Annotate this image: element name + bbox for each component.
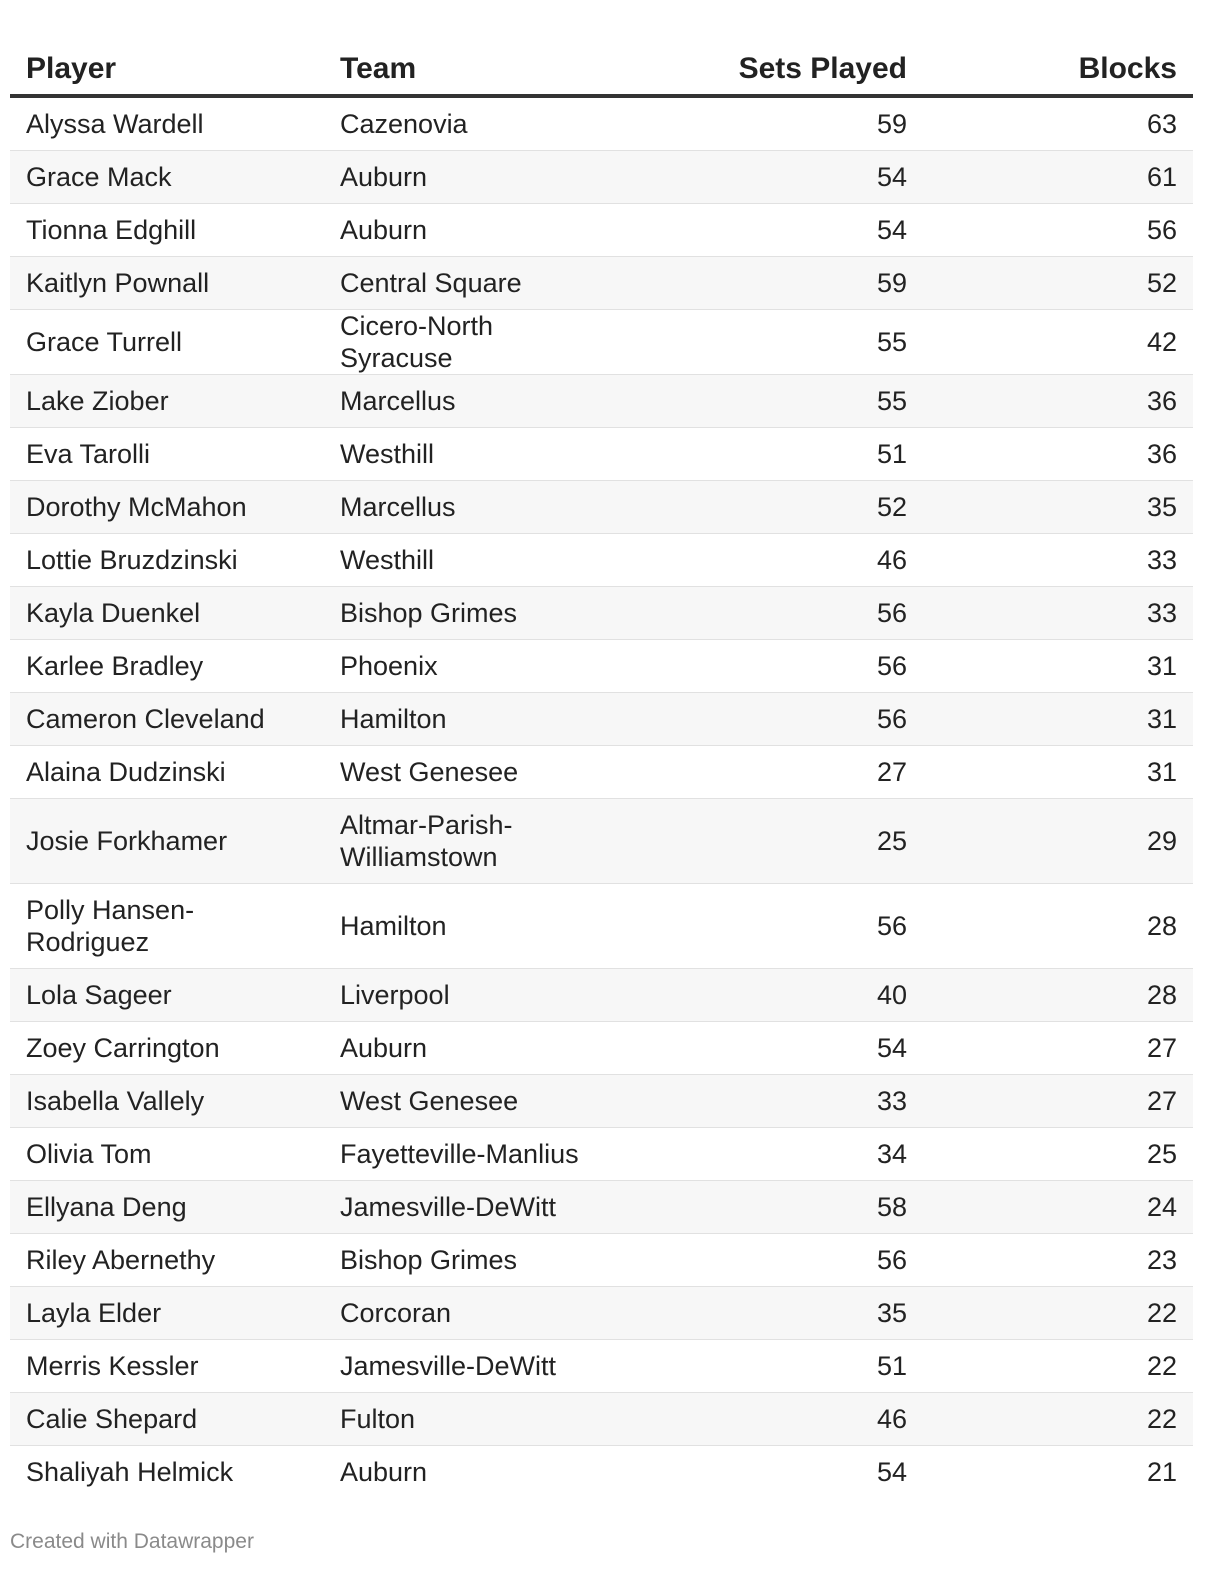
cell-blocks: 23 <box>923 1234 1193 1287</box>
column-header-sets-played[interactable]: Sets Played <box>624 38 923 96</box>
cell-sets-played: 56 <box>624 884 923 969</box>
cell-blocks: 22 <box>923 1340 1193 1393</box>
table-row <box>10 96 1193 151</box>
cell-player: Lottie Bruzdzinski <box>10 534 324 587</box>
cell-sets-played: 35 <box>624 1287 923 1340</box>
cell-team: Cazenovia <box>324 96 624 151</box>
cell-team: Hamilton <box>324 884 624 969</box>
cell-team: Auburn <box>340 1457 428 1487</box>
cell-sets-played: 54 <box>876 1457 907 1487</box>
table-row <box>10 481 1193 534</box>
table-row <box>10 799 1193 884</box>
table-header <box>10 38 1193 96</box>
table-row <box>10 746 1193 799</box>
cell-sets-played: 33 <box>624 1075 923 1128</box>
cell-team: Westhill <box>324 428 624 481</box>
cell-blocks: 24 <box>923 1181 1193 1234</box>
cell-team: Auburn <box>324 151 624 204</box>
cell-team: Auburn <box>324 1022 624 1075</box>
cell-team: Liverpool <box>324 969 624 1022</box>
cell-team: Altmar-Parish-Williamstown <box>324 799 624 884</box>
table-row <box>10 257 1193 310</box>
cell-sets-played: 55 <box>624 375 923 428</box>
cell-blocks: 31 <box>923 693 1193 746</box>
cell-blocks: 31 <box>923 746 1193 799</box>
cell-player: Isabella Vallely <box>10 1075 324 1128</box>
cell-sets-played: 54 <box>624 204 923 257</box>
table-row <box>10 204 1193 257</box>
cell-sets-played: 46 <box>624 534 923 587</box>
table-row <box>10 1446 1193 1499</box>
cell-team: Fayetteville-Manlius <box>324 1128 624 1181</box>
cell-player: Shaliyah Helmick <box>26 1457 234 1487</box>
cell-player: Grace Turrell <box>10 310 324 375</box>
cell-team: Central Square <box>324 257 624 310</box>
data-table-container <box>10 38 1193 1498</box>
cell-player: Tionna Edghill <box>10 204 324 257</box>
table-row <box>10 1340 1193 1393</box>
cell-player: Lola Sageer <box>10 969 324 1022</box>
table-row <box>10 587 1193 640</box>
cell-player: Merris Kessler <box>10 1340 324 1393</box>
table-row <box>10 151 1193 204</box>
cell-blocks: 22 <box>923 1393 1193 1446</box>
cell-player: Cameron Cleveland <box>10 693 324 746</box>
cell-blocks: 61 <box>923 151 1193 204</box>
cell-team: Auburn <box>324 204 624 257</box>
table-row <box>10 534 1193 587</box>
cell-player: Riley Abernethy <box>10 1234 324 1287</box>
cell-sets-played: 56 <box>624 587 923 640</box>
cell-player: Olivia Tom <box>10 1128 324 1181</box>
table-row <box>10 310 1193 375</box>
cell-blocks: 36 <box>923 375 1193 428</box>
cell-player: Eva Tarolli <box>10 428 324 481</box>
cell-team: Corcoran <box>324 1287 624 1340</box>
cell-blocks: 27 <box>923 1075 1193 1128</box>
cell-blocks: 27 <box>923 1022 1193 1075</box>
cell-player: Zoey Carrington <box>10 1022 324 1075</box>
cell-player: Josie Forkhamer <box>10 799 324 884</box>
cell-team: Bishop Grimes <box>324 1234 624 1287</box>
cell-team: Cicero-North Syracuse <box>324 310 624 375</box>
cell-sets-played: 52 <box>624 481 923 534</box>
cell-player: Calie Shepard <box>10 1393 324 1446</box>
cell-blocks: 63 <box>923 96 1193 151</box>
cell-sets-played: 51 <box>624 428 923 481</box>
header-row <box>10 38 1193 96</box>
table-row <box>10 1181 1193 1234</box>
cell-team: Marcellus <box>324 375 624 428</box>
cell-team: Fulton <box>324 1393 624 1446</box>
table-row <box>10 884 1193 969</box>
cell-blocks: 29 <box>923 799 1193 884</box>
cell-player: Grace Mack <box>10 151 324 204</box>
cell-sets-played: 55 <box>624 310 923 375</box>
cell-sets-played: 58 <box>624 1181 923 1234</box>
cell-team: West Genesee <box>324 1075 624 1128</box>
cell-blocks: 22 <box>923 1287 1193 1340</box>
cell-player: Lake Ziober <box>10 375 324 428</box>
cell-team: Jamesville-DeWitt <box>324 1340 624 1393</box>
cell-team: Hamilton <box>324 693 624 746</box>
cell-blocks: 33 <box>923 534 1193 587</box>
column-header-team[interactable]: Team <box>324 38 624 96</box>
cell-sets-played: 54 <box>624 1022 923 1075</box>
cell-team: Phoenix <box>324 640 624 693</box>
cell-blocks: 42 <box>923 310 1193 375</box>
cell-team: Jamesville-DeWitt <box>324 1181 624 1234</box>
cell-player: Layla Elder <box>10 1287 324 1340</box>
cell-blocks: 35 <box>923 481 1193 534</box>
table-row <box>10 1393 1193 1446</box>
cell-team: Bishop Grimes <box>324 587 624 640</box>
cell-blocks: 56 <box>923 204 1193 257</box>
cell-player: Alyssa Wardell <box>10 96 324 151</box>
cell-player: Ellyana Deng <box>10 1181 324 1234</box>
cell-sets-played: 34 <box>624 1128 923 1181</box>
table-row <box>10 1128 1193 1181</box>
column-header-blocks[interactable]: Blocks <box>923 38 1193 96</box>
cell-sets-played: 40 <box>624 969 923 1022</box>
table-row <box>10 1287 1193 1340</box>
cell-blocks: 28 <box>923 884 1193 969</box>
table-row <box>10 1075 1193 1128</box>
table-row <box>10 1234 1193 1287</box>
data-table <box>10 38 1193 1498</box>
cell-blocks: 21 <box>1146 1457 1177 1487</box>
cell-blocks: 36 <box>923 428 1193 481</box>
cell-player: Polly Hansen-Rodriguez <box>10 884 324 969</box>
table-row <box>10 375 1193 428</box>
cell-blocks: 33 <box>923 587 1193 640</box>
cell-sets-played: 56 <box>624 693 923 746</box>
cell-sets-played: 54 <box>624 151 923 204</box>
cell-player: Kaitlyn Pownall <box>10 257 324 310</box>
cell-blocks: 52 <box>923 257 1193 310</box>
cell-sets-played: 56 <box>624 640 923 693</box>
cell-player: Karlee Bradley <box>10 640 324 693</box>
cell-sets-played: 59 <box>624 96 923 151</box>
table-row <box>10 1022 1193 1075</box>
cell-player: Kayla Duenkel <box>10 587 324 640</box>
cell-player: Dorothy McMahon <box>10 481 324 534</box>
table-row <box>10 693 1193 746</box>
cell-team: West Genesee <box>324 746 624 799</box>
cell-blocks: 31 <box>923 640 1193 693</box>
cell-sets-played: 46 <box>624 1393 923 1446</box>
cell-team: Westhill <box>324 534 624 587</box>
cell-sets-played: 56 <box>624 1234 923 1287</box>
table-row <box>10 428 1193 481</box>
cell-blocks: 25 <box>923 1128 1193 1181</box>
table-row <box>10 969 1193 1022</box>
column-header-player[interactable]: Player <box>10 38 324 96</box>
cell-sets-played: 51 <box>624 1340 923 1393</box>
table-row <box>10 640 1193 693</box>
table-body <box>10 96 1193 1498</box>
cell-player: Alaina Dudzinski <box>10 746 324 799</box>
cell-sets-played: 59 <box>624 257 923 310</box>
datawrapper-credit: Created with Datawrapper <box>10 1530 254 1553</box>
cell-sets-played: 27 <box>624 746 923 799</box>
cell-team: Marcellus <box>324 481 624 534</box>
cell-blocks: 28 <box>923 969 1193 1022</box>
cell-sets-played: 25 <box>624 799 923 884</box>
